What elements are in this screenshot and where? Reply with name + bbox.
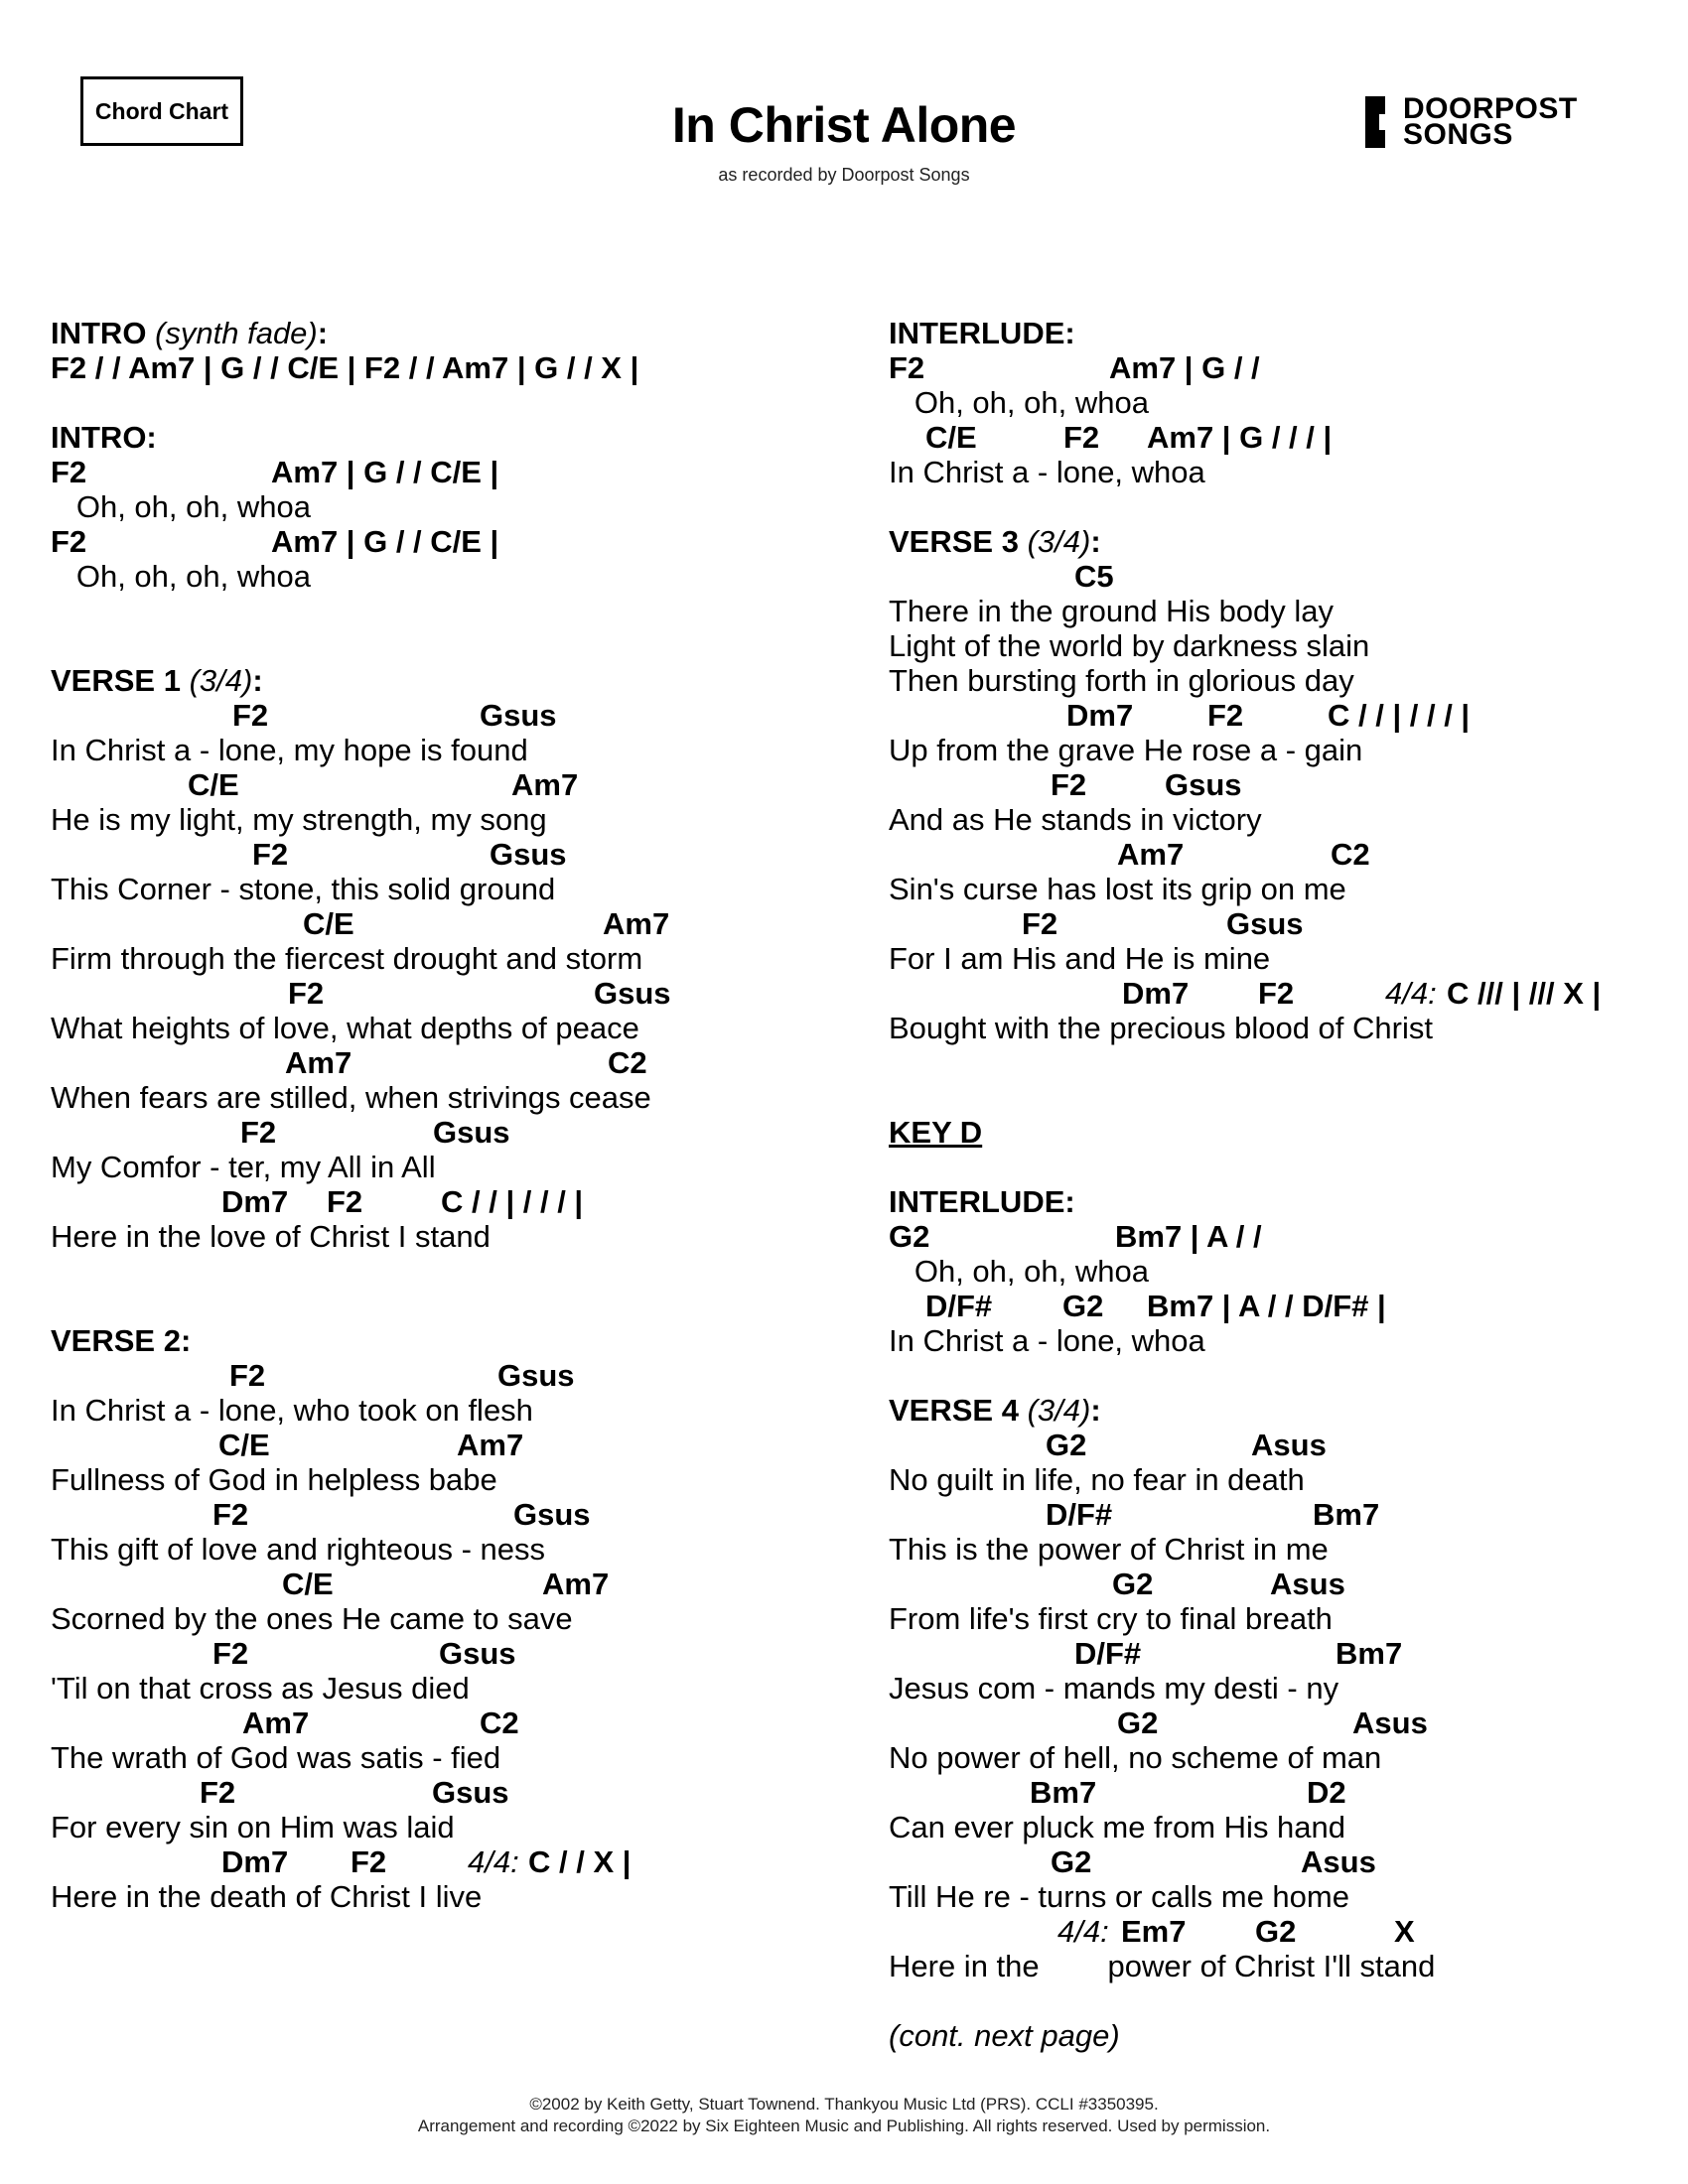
continued-note: (cont. next page) xyxy=(889,2018,1120,2053)
chord-symbol: Gsus xyxy=(432,1775,509,1810)
chord-symbol: Gsus xyxy=(433,1115,510,1150)
chord-symbol: Am7 xyxy=(457,1428,524,1462)
copyright-footer xyxy=(0,2094,1688,2137)
chord-line xyxy=(889,420,1673,455)
left-column xyxy=(51,316,845,1914)
chord-symbol: F2 xyxy=(351,1844,387,1879)
lyric-line: He is my light, my strength, my song xyxy=(51,802,547,837)
chord-symbol: C2 xyxy=(608,1045,647,1080)
chord-symbol: Am7 xyxy=(603,906,670,941)
chord-symbol: Dm7 xyxy=(1122,976,1190,1011)
lyric-line: Here in the death of Christ I live xyxy=(51,1879,483,1914)
chord-line xyxy=(51,976,845,1011)
chord-line xyxy=(51,1184,845,1219)
chord-symbol: C / / | / / / | xyxy=(441,1184,584,1219)
chord-symbol: Am7 xyxy=(1117,837,1185,872)
chord-line xyxy=(889,976,1673,1011)
lyric-line: Till He re - turns or calls me home xyxy=(889,1879,1349,1914)
lyric-line: This gift of love and righteous - ness xyxy=(51,1532,545,1567)
chord-symbol: C/E xyxy=(282,1567,334,1601)
lyric-line: There in the ground His body lay xyxy=(889,594,1335,628)
chord-symbol: C / / X | xyxy=(528,1844,632,1879)
chord-line xyxy=(51,906,845,941)
lyric-line: Oh, oh, oh, whoa xyxy=(51,489,311,524)
song-subtitle: as recorded by Doorpost Songs xyxy=(718,165,970,185)
chord-line xyxy=(889,1636,1673,1671)
lyric-line: No power of hell, no scheme of man xyxy=(889,1740,1382,1775)
chord-line xyxy=(889,1706,1673,1740)
chord-symbol: G2 xyxy=(889,1219,930,1254)
chord-line xyxy=(889,1844,1673,1879)
chord-symbol: Am7 | G / / C/E | xyxy=(271,524,499,559)
chord-line xyxy=(51,524,845,559)
chord-line xyxy=(51,455,845,489)
chord-symbol: F2 xyxy=(232,698,269,733)
doorpost-songs-logo xyxy=(1365,92,1578,151)
chord-symbol: Asus xyxy=(1270,1567,1345,1601)
chord-symbol: D/F# xyxy=(1074,1636,1142,1671)
chord-symbol: C/E xyxy=(303,906,354,941)
key-change-heading: KEY D xyxy=(889,1115,983,1150)
chord-line xyxy=(889,698,1673,733)
lyric-line: What heights of love, what depths of peace xyxy=(51,1011,639,1045)
chord-symbol: Dm7 xyxy=(1066,698,1134,733)
copyright-line-2: Arrangement and recording ©2022 by Six Eighteen Music and Publishing. All rights reserved. Used by permission. xyxy=(417,2116,1271,2135)
chord-symbol: Gsus xyxy=(1165,767,1242,802)
chord-symbol: F2 xyxy=(240,1115,277,1150)
chord-symbol: F2 xyxy=(288,976,325,1011)
chord-symbol: F2 xyxy=(1207,698,1244,733)
intro-heading: INTRO: xyxy=(51,420,157,455)
chord-symbol: C/E xyxy=(188,767,239,802)
chord-symbol: D/F# xyxy=(925,1289,993,1323)
chord-line xyxy=(51,1497,845,1532)
lyric-line: My Comfor - ter, my All in All xyxy=(51,1150,436,1184)
lyric-line: Can ever pluck me from His hand xyxy=(889,1810,1346,1844)
chord-symbol: Dm7 xyxy=(221,1184,289,1219)
chord-symbol: G2 xyxy=(1112,1567,1154,1601)
chord-symbol: F2 xyxy=(51,524,87,559)
intro-synth-chords: F2 / / Am7 | G / / C/E | F2 / / Am7 | G / / X | xyxy=(51,350,639,385)
verse-1-heading: VERSE 1 (3/4): xyxy=(51,663,263,698)
chord-line xyxy=(51,1636,845,1671)
badge-label: Chord Chart xyxy=(94,97,229,124)
lyric-line: Here in the power of Christ I'll stand xyxy=(889,1949,1436,1983)
chord-symbol: Gsus xyxy=(439,1636,516,1671)
interlude-heading: INTERLUDE: xyxy=(889,316,1075,350)
chord-symbol: Bm7 | A / / D/F# | xyxy=(1147,1289,1386,1323)
chord-symbol: Am7 | G / / xyxy=(1109,350,1260,385)
chord-line xyxy=(51,698,845,733)
lyric-line: The wrath of God was satis - fied xyxy=(51,1740,501,1775)
lyric-line: And as He stands in victory xyxy=(889,802,1262,837)
lyric-line: Then bursting forth in glorious day xyxy=(889,663,1354,698)
chord-symbol: 4/4: xyxy=(1385,976,1437,1011)
lyric-line: Bought with the precious blood of Christ xyxy=(889,1011,1433,1045)
chord-symbol: Gsus xyxy=(480,698,557,733)
chord-line xyxy=(51,1844,845,1879)
chord-symbol: Am7 xyxy=(242,1706,310,1740)
chord-symbol: C / / | / / / | xyxy=(1328,698,1471,733)
chord-symbol: C/E xyxy=(218,1428,270,1462)
chord-symbol: F2 xyxy=(889,350,925,385)
chord-symbol: 4/4: xyxy=(1057,1914,1109,1949)
verse-4-heading: VERSE 4 (3/4): xyxy=(889,1393,1101,1428)
lyric-line: In Christ a - lone, my hope is found xyxy=(51,733,528,767)
chord-symbol: F2 xyxy=(212,1636,249,1671)
chord-symbol: F2 xyxy=(327,1184,363,1219)
chord-line xyxy=(889,906,1673,941)
lyric-line: Up from the grave He rose a - gain xyxy=(889,733,1363,767)
chord-line xyxy=(889,1497,1673,1532)
door-logo-icon xyxy=(1365,96,1399,148)
verse-2-heading: VERSE 2: xyxy=(51,1323,192,1358)
chord-symbol: X xyxy=(1394,1914,1415,1949)
lyric-line: Oh, oh, oh, whoa xyxy=(889,1254,1149,1289)
lyric-line: Oh, oh, oh, whoa xyxy=(51,559,311,594)
lyric-line: Oh, oh, oh, whoa xyxy=(889,385,1149,420)
chord-symbol: F2 xyxy=(1258,976,1295,1011)
chord-line xyxy=(51,1775,845,1810)
chord-symbol: F2 xyxy=(229,1358,266,1393)
chord-symbol: C2 xyxy=(1331,837,1370,872)
lyric-line: 'Til on that cross as Jesus died xyxy=(51,1671,470,1706)
lyric-line: Light of the world by darkness slain xyxy=(889,628,1370,663)
lyric-line: In Christ a - lone, whoa xyxy=(889,455,1205,489)
chord-line xyxy=(51,837,845,872)
chord-symbol: G2 xyxy=(1051,1844,1092,1879)
chord-symbol: F2 xyxy=(252,837,289,872)
lyric-line: Sin's curse has lost its grip on me xyxy=(889,872,1346,906)
interlude-key-d-heading: INTERLUDE: xyxy=(889,1184,1075,1219)
chord-symbol: F2 xyxy=(51,455,87,489)
lyric-line: This Corner - stone, this solid ground xyxy=(51,872,556,906)
logo-text-line1: DOORPOST xyxy=(1403,92,1578,125)
chord-line xyxy=(51,1428,845,1462)
chord-symbol: Am7 | G / / C/E | xyxy=(271,455,499,489)
lyric-line: From life's first cry to final breath xyxy=(889,1601,1333,1636)
lyric-line: Firm through the fiercest drought and storm xyxy=(51,941,643,976)
chord-symbol: Am7 | G / / / | xyxy=(1147,420,1333,455)
chord-symbol: Bm7 xyxy=(1030,1775,1097,1810)
chord-symbol: Asus xyxy=(1251,1428,1327,1462)
chord-symbol: F2 xyxy=(1022,906,1058,941)
chord-symbol: D2 xyxy=(1307,1775,1346,1810)
chord-symbol: G2 xyxy=(1255,1914,1297,1949)
chord-line xyxy=(51,1567,845,1601)
chord-symbol: Gsus xyxy=(497,1358,575,1393)
lyric-line: No guilt in life, no fear in death xyxy=(889,1462,1305,1497)
lyric-line: When fears are stilled, when strivings cease xyxy=(51,1080,651,1115)
chord-symbol: Am7 xyxy=(285,1045,352,1080)
chord-line xyxy=(51,1045,845,1080)
chord-symbol: C /// | /// X | xyxy=(1447,976,1602,1011)
chord-line xyxy=(889,1567,1673,1601)
lyric-line: Scorned by the ones He came to save xyxy=(51,1601,573,1636)
chord-line xyxy=(51,1115,845,1150)
lyric-line: This is the power of Christ in me xyxy=(889,1532,1329,1567)
lyric-line: For every sin on Him was laid xyxy=(51,1810,455,1844)
chord-symbol: D/F# xyxy=(1046,1497,1113,1532)
logo-text-line2: SONGS xyxy=(1403,118,1513,151)
chord-symbol: C2 xyxy=(480,1706,519,1740)
chord-symbol: G2 xyxy=(1062,1289,1104,1323)
chord-line xyxy=(51,1358,845,1393)
chord-symbol: Asus xyxy=(1301,1844,1376,1879)
chord-symbol: Em7 xyxy=(1121,1914,1187,1949)
chord-symbol: Am7 xyxy=(511,767,579,802)
chord-symbol: Gsus xyxy=(594,976,671,1011)
chord-line xyxy=(889,1428,1673,1462)
chord-symbol: G2 xyxy=(1046,1428,1087,1462)
chord-line xyxy=(889,1914,1673,1949)
chord-symbol: G2 xyxy=(1117,1706,1159,1740)
chord-line xyxy=(889,1219,1673,1254)
right-column xyxy=(889,316,1673,2053)
chord-symbol: F2 xyxy=(212,1497,249,1532)
chord-line xyxy=(889,350,1673,385)
chord-symbol: C5 xyxy=(1074,559,1114,594)
verse-3-heading: VERSE 3 (3/4): xyxy=(889,524,1101,559)
chord-symbol: C/E xyxy=(925,420,977,455)
lyric-line: Fullness of God in helpless babe xyxy=(51,1462,497,1497)
chord-line xyxy=(889,1775,1673,1810)
chord-symbol: Gsus xyxy=(513,1497,591,1532)
chord-line xyxy=(889,1289,1673,1323)
copyright-line-1: ©2002 by Keith Getty, Stuart Townend. Thankyou Music Ltd (PRS). CCLI #3350395. xyxy=(529,2095,1159,2114)
chord-symbol: Dm7 xyxy=(221,1844,289,1879)
intro-synth-heading: INTRO (synth fade): xyxy=(51,316,329,350)
chord-line xyxy=(889,559,1673,594)
chord-line xyxy=(889,767,1673,802)
chord-symbol: Gsus xyxy=(1226,906,1304,941)
chord-symbol: F2 xyxy=(1051,767,1087,802)
chord-line xyxy=(889,837,1673,872)
chord-symbol: Bm7 xyxy=(1336,1636,1403,1671)
chord-line xyxy=(51,1706,845,1740)
lyric-line: In Christ a - lone, whoa xyxy=(889,1323,1205,1358)
chord-symbol: Gsus xyxy=(490,837,567,872)
lyric-line: Here in the love of Christ I stand xyxy=(51,1219,491,1254)
song-title: In Christ Alone xyxy=(671,97,1017,153)
lyric-line: Jesus com - mands my desti - ny xyxy=(889,1671,1339,1706)
chord-line xyxy=(51,767,845,802)
lyric-line: In Christ a - lone, who took on flesh xyxy=(51,1393,533,1428)
chord-symbol: F2 xyxy=(1063,420,1100,455)
chord-symbol: 4/4: xyxy=(468,1844,519,1879)
chord-symbol: Am7 xyxy=(542,1567,610,1601)
lyric-line: For I am His and He is mine xyxy=(889,941,1271,976)
chord-symbol: Asus xyxy=(1352,1706,1428,1740)
chord-symbol: Bm7 | A / / xyxy=(1115,1219,1262,1254)
chord-symbol: F2 xyxy=(200,1775,236,1810)
chord-symbol: Bm7 xyxy=(1313,1497,1380,1532)
